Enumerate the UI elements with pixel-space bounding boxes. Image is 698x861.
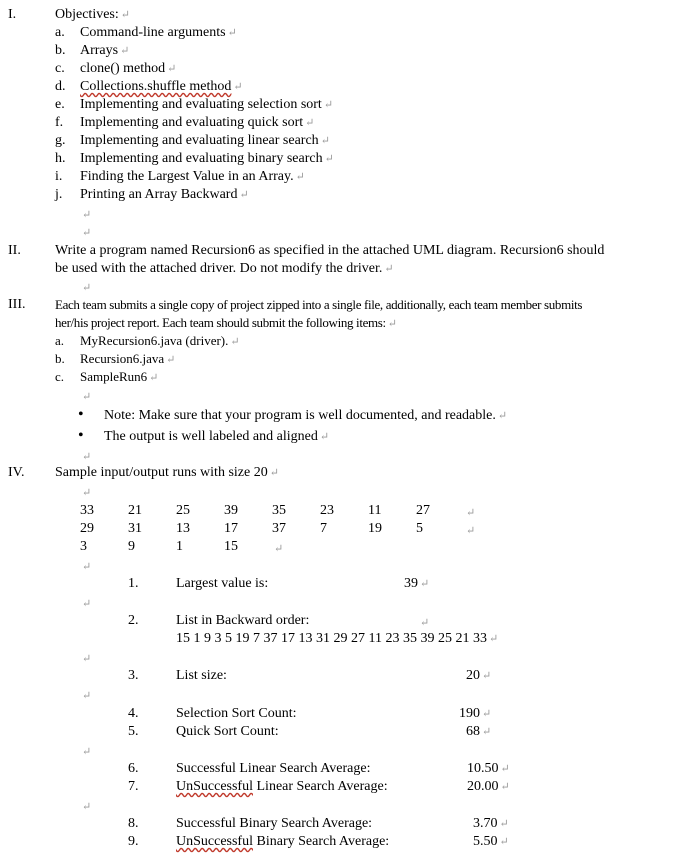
objective-item: Arrays ↵ bbox=[80, 43, 130, 58]
paragraph-mark: ↵ bbox=[466, 507, 476, 519]
result-value: 20.00 ↵ bbox=[467, 779, 510, 794]
objective-letter: i. bbox=[55, 169, 63, 184]
result-label: UnSuccessful Binary Search Average: bbox=[176, 834, 390, 849]
bullet-text: The output is well labeled and aligned ↵ bbox=[104, 429, 330, 444]
section-paragraph-line: be used with the attached driver. Do not modify the driver. ↵ bbox=[55, 261, 394, 276]
item-letter: a. bbox=[55, 333, 65, 348]
objective-letter: c. bbox=[55, 61, 65, 76]
objective-letter: j. bbox=[55, 187, 63, 202]
bullet-icon: • bbox=[78, 406, 84, 423]
submission-item: Recursion6.java ↵ bbox=[80, 351, 176, 366]
result-value: 39 ↵ bbox=[404, 576, 430, 591]
item-letter: b. bbox=[55, 351, 65, 366]
objective-letter: d. bbox=[55, 79, 66, 94]
paragraph-mark: ↵ bbox=[82, 227, 92, 239]
section-title: Objectives: ↵ bbox=[55, 7, 130, 22]
section-numeral: IV. bbox=[8, 465, 25, 480]
objective-item: Implementing and evaluating quick sort ↵ bbox=[80, 115, 315, 130]
grid-cell: 9 bbox=[128, 539, 135, 554]
objective-item: Implementing and evaluating binary search ↵ bbox=[80, 151, 334, 166]
bullet-icon: • bbox=[78, 427, 84, 444]
section-numeral: II. bbox=[8, 243, 21, 258]
section-paragraph-line: Write a program named Recursion6 as specified in the attached UML diagram. Recursion6 should bbox=[55, 243, 605, 258]
paragraph-mark: ↵ bbox=[82, 391, 92, 403]
result-number: 9. bbox=[128, 834, 139, 849]
objective-letter: a. bbox=[55, 25, 65, 40]
result-label: Selection Sort Count: bbox=[176, 706, 297, 721]
bullet-text: Note: Make sure that your program is well documented, and readable. ↵ bbox=[104, 408, 508, 423]
result-number: 8. bbox=[128, 816, 139, 831]
objective-item: Command-line arguments ↵ bbox=[80, 25, 237, 40]
grid-cell: 19 bbox=[368, 521, 382, 536]
result-value: 190 ↵ bbox=[459, 706, 492, 721]
result-number: 1. bbox=[128, 576, 139, 591]
paragraph-mark: ↵ bbox=[82, 282, 92, 294]
grid-cell: 1 bbox=[176, 539, 183, 554]
grid-cell: 39 bbox=[224, 503, 238, 518]
section-paragraph-line: her/his project report. Each team should submit the following items: ↵ bbox=[55, 315, 397, 330]
result-value: 3.70 ↵ bbox=[473, 816, 509, 831]
section-paragraph-line: Each team submits a single copy of project zipped into a single file, additionally, each team member submits bbox=[55, 297, 583, 312]
result-label: UnSuccessful Linear Search Average: bbox=[176, 779, 388, 794]
paragraph-mark: ↵ bbox=[82, 598, 92, 610]
result-value: 20 ↵ bbox=[466, 668, 492, 683]
grid-cell: 3 bbox=[80, 539, 87, 554]
result-label: Quick Sort Count: bbox=[176, 724, 279, 739]
result-value: 5.50 ↵ bbox=[473, 834, 509, 849]
result-number: 6. bbox=[128, 761, 139, 776]
paragraph-mark: ↵ bbox=[82, 653, 92, 665]
objective-item: Implementing and evaluating selection sort ↵ bbox=[80, 97, 334, 112]
paragraph-mark: ↵ bbox=[82, 561, 92, 573]
grid-cell: 31 bbox=[128, 521, 142, 536]
result-value: 10.50 ↵ bbox=[467, 761, 510, 776]
grid-cell: 37 bbox=[272, 521, 286, 536]
result-number: 7. bbox=[128, 779, 139, 794]
objective-letter: e. bbox=[55, 97, 65, 112]
objective-item: Printing an Array Backward ↵ bbox=[80, 187, 249, 202]
paragraph-mark: ↵ bbox=[82, 487, 92, 499]
objective-item: clone() method ↵ bbox=[80, 61, 177, 76]
paragraph-mark: ↵ bbox=[82, 801, 92, 813]
grid-cell: 5 bbox=[416, 521, 423, 536]
paragraph-mark: ↵ bbox=[82, 209, 92, 221]
grid-cell: 17 bbox=[224, 521, 238, 536]
grid-cell: 35 bbox=[272, 503, 286, 518]
grid-cell: 15 bbox=[224, 539, 238, 554]
grid-cell: 7 bbox=[320, 521, 327, 536]
objective-letter: h. bbox=[55, 151, 66, 166]
objective-item: Implementing and evaluating linear search ↵ bbox=[80, 133, 330, 148]
objective-letter: g. bbox=[55, 133, 66, 148]
submission-item: SampleRun6 ↵ bbox=[80, 369, 159, 384]
objective-letter: f. bbox=[55, 115, 64, 130]
result-label: Successful Linear Search Average: bbox=[176, 761, 371, 776]
paragraph-mark: ↵ bbox=[82, 746, 92, 758]
paragraph-mark: ↵ bbox=[82, 690, 92, 702]
result-number: 4. bbox=[128, 706, 139, 721]
objective-letter: b. bbox=[55, 43, 66, 58]
grid-cell: 11 bbox=[368, 503, 382, 518]
section-numeral: I. bbox=[8, 7, 17, 22]
item-letter: c. bbox=[55, 369, 65, 384]
result-label: Successful Binary Search Average: bbox=[176, 816, 373, 831]
result-number: 5. bbox=[128, 724, 139, 739]
paragraph-mark: ↵ bbox=[466, 525, 476, 537]
result-number: 2. bbox=[128, 613, 139, 628]
section-title: Sample input/output runs with size 20 ↵ bbox=[55, 465, 279, 480]
grid-cell: 25 bbox=[176, 503, 190, 518]
grid-cell: 29 bbox=[80, 521, 94, 536]
paragraph-mark: ↵ bbox=[274, 543, 284, 555]
grid-cell: 13 bbox=[176, 521, 190, 536]
grid-cell: 33 bbox=[80, 503, 94, 518]
result-label: List in Backward order: bbox=[176, 613, 310, 628]
paragraph-mark: ↵ bbox=[82, 451, 92, 463]
result-label: List size: bbox=[176, 668, 227, 683]
grid-cell: 27 bbox=[416, 503, 430, 518]
result-number: 3. bbox=[128, 668, 139, 683]
grid-cell: 21 bbox=[128, 503, 142, 518]
result-label: Largest value is: bbox=[176, 576, 269, 591]
objective-item: Collections.shuffle method ↵ bbox=[80, 79, 243, 94]
result-value: 68 ↵ bbox=[466, 724, 492, 739]
grid-cell: 23 bbox=[320, 503, 334, 518]
section-numeral: III. bbox=[8, 297, 26, 312]
submission-item: MyRecursion6.java (driver). ↵ bbox=[80, 333, 240, 348]
objective-item: Finding the Largest Value in an Array. ↵ bbox=[80, 169, 305, 184]
result-value: 15 1 9 3 5 19 7 37 17 13 31 29 27 11 23 35 39 25 21 33 ↵ bbox=[176, 631, 499, 646]
paragraph-mark: ↵ bbox=[420, 617, 430, 629]
